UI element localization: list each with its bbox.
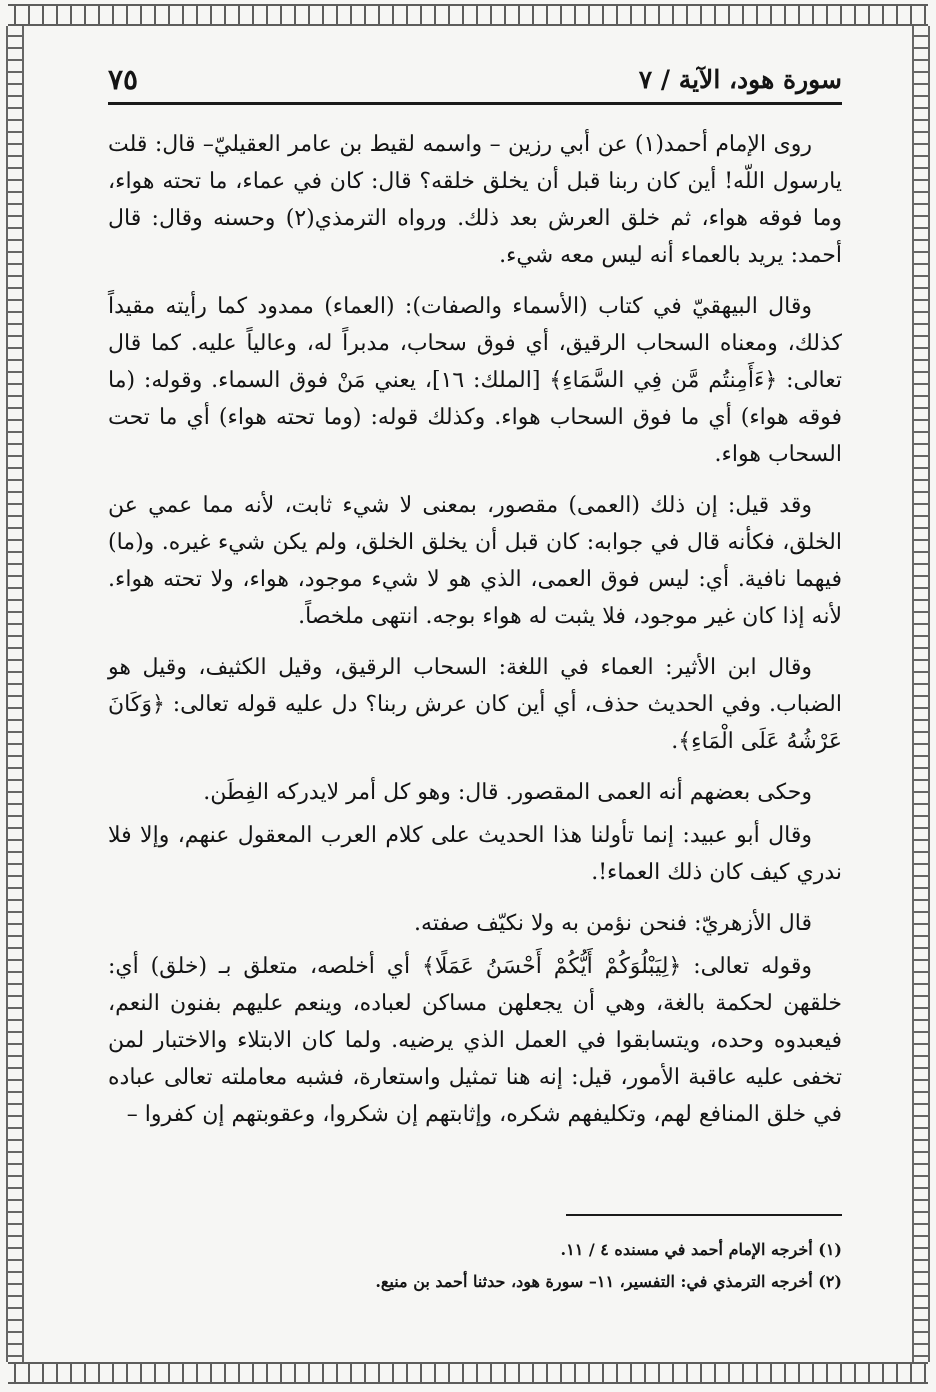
main-text [108,126,842,1147]
paragraph-abu-ubayd: وقال أبو عبيد: إنما تأولنا هذا الحديث على كلام العرب المعقول عنهم، وإلا فلا ندري كيف كان ذلك العماء!. [108,823,842,885]
paragraph-liyabluwakum: وقوله تعالى: ﴿لِيَبْلُوَكُمْ أَيُّكُمْ أَحْسَنُ عَمَلًا﴾ أي أخلصه، متعلق بـ (خلق) أي: خلقهن لحكمة بالغة، وهي أن يجعلهن مساكن لعباده، وينعم عليهم بفنون النعم، فيعبدوه وحده، ويتسابقوا في العمل الذي يرضيه. ولما كان الابتلاء والاختبار لمن تخفى عليه عاقبة الأمور، قيل: إنه هنا تمثيل واستعارة، فشبه معاملته تعالى عباده في خلق المنافع لهم، وتكليفهم شكره، وإثابتهم إن شكروا، وعقوبتهم إن كفروا – [108,954,842,1127]
paragraph-bayhaqi: وقال البيهقيّ في كتاب (الأسماء والصفات): (العماء) ممدود كما رأيته مقيداً كذلك، ومعناه السحاب الرقيق، أي فوق سحاب، مدبراً له، وعالياً عليه. كما قال تعالى: ﴿ءَأَمِنتُم مَّن فِي السَّمَاءِ﴾ [الملك: ١٦]، يعني مَنْ فوق السماء. وقوله: (ما فوقه هواء) أي ما فوق السحاب هواء. وكذلك قوله: (وما تحته هواء) أي ما تحت السحاب هواء. [108,294,842,467]
ornamental-border-right [912,26,930,1362]
running-title: سورة هود، الآية / ٧ [638,64,842,94]
footnote-2: (٢) أخرجه الترمذي في: التفسير، ١١– سورة هود، حدثنا أحمد بن منيع. [375,1272,842,1291]
ornamental-border-left [6,26,24,1362]
ornamental-border-top [8,4,928,26]
paragraph-hadith: روى الإمام أحمد(١) عن أبي رزين – واسمه لقيط بن عامر العقيليّ– قال: قلت يارسول اللّه! أين كان ربنا قبل أن يخلق خلقه؟ قال: كان في عماء، ما تحته هواء، وما فوقه هواء، ثم خلق العرش بعد ذلك. ورواه الترمذي(٢) وحسنه وقال: قال أحمد: يريد بالعماء أنه ليس معه شيء. [108,132,843,268]
paragraph-maqsur: وقد قيل: إن ذلك (العمى) مقصور، بمعنى لا شيء ثابت، لأنه مما عمي عن الخلق، فكأنه قال في جوابه: كان قبل أن يخلق الخلق، ولم يكن شيء غيره. و(ما) فيهما نافية. أي: ليس فوق العمى، الذي هو لا شيء موجود، هواء، ولا تحته هواء. لأنه إذا كان غير موجود، فلا يثبت له هواء بوجه. انتهى ملخصاً. [108,493,842,629]
footnote-separator [566,1214,842,1216]
page-header [108,56,842,105]
paragraph-ibn-athir: وقال ابن الأثير: العماء في اللغة: السحاب الرقيق، وقيل الكثيف، وقيل هو الضباب. وفي الحديث حذف، أي أين كان عرش ربنا؟ دل عليه قوله تعالى: ﴿وَكَانَ عَرْشُهُ عَلَى الْمَاءِ﴾. [108,655,842,754]
ornamental-border-bottom [8,1362,928,1384]
footnotes [108,1234,842,1298]
page-number: ٧٥ [108,62,139,96]
paragraph-some-said: وحكى بعضهم أنه العمى المقصور. قال: وهو كل أمر لايدركه الفِطَن. [203,780,812,805]
paragraph-azhari: قال الأزهريّ: فنحن نؤمن به ولا نكيّف صفته. [414,911,812,936]
footnote-1: (١) أخرجه الإمام أحمد في مسنده ٤ / ١١. [560,1240,842,1259]
